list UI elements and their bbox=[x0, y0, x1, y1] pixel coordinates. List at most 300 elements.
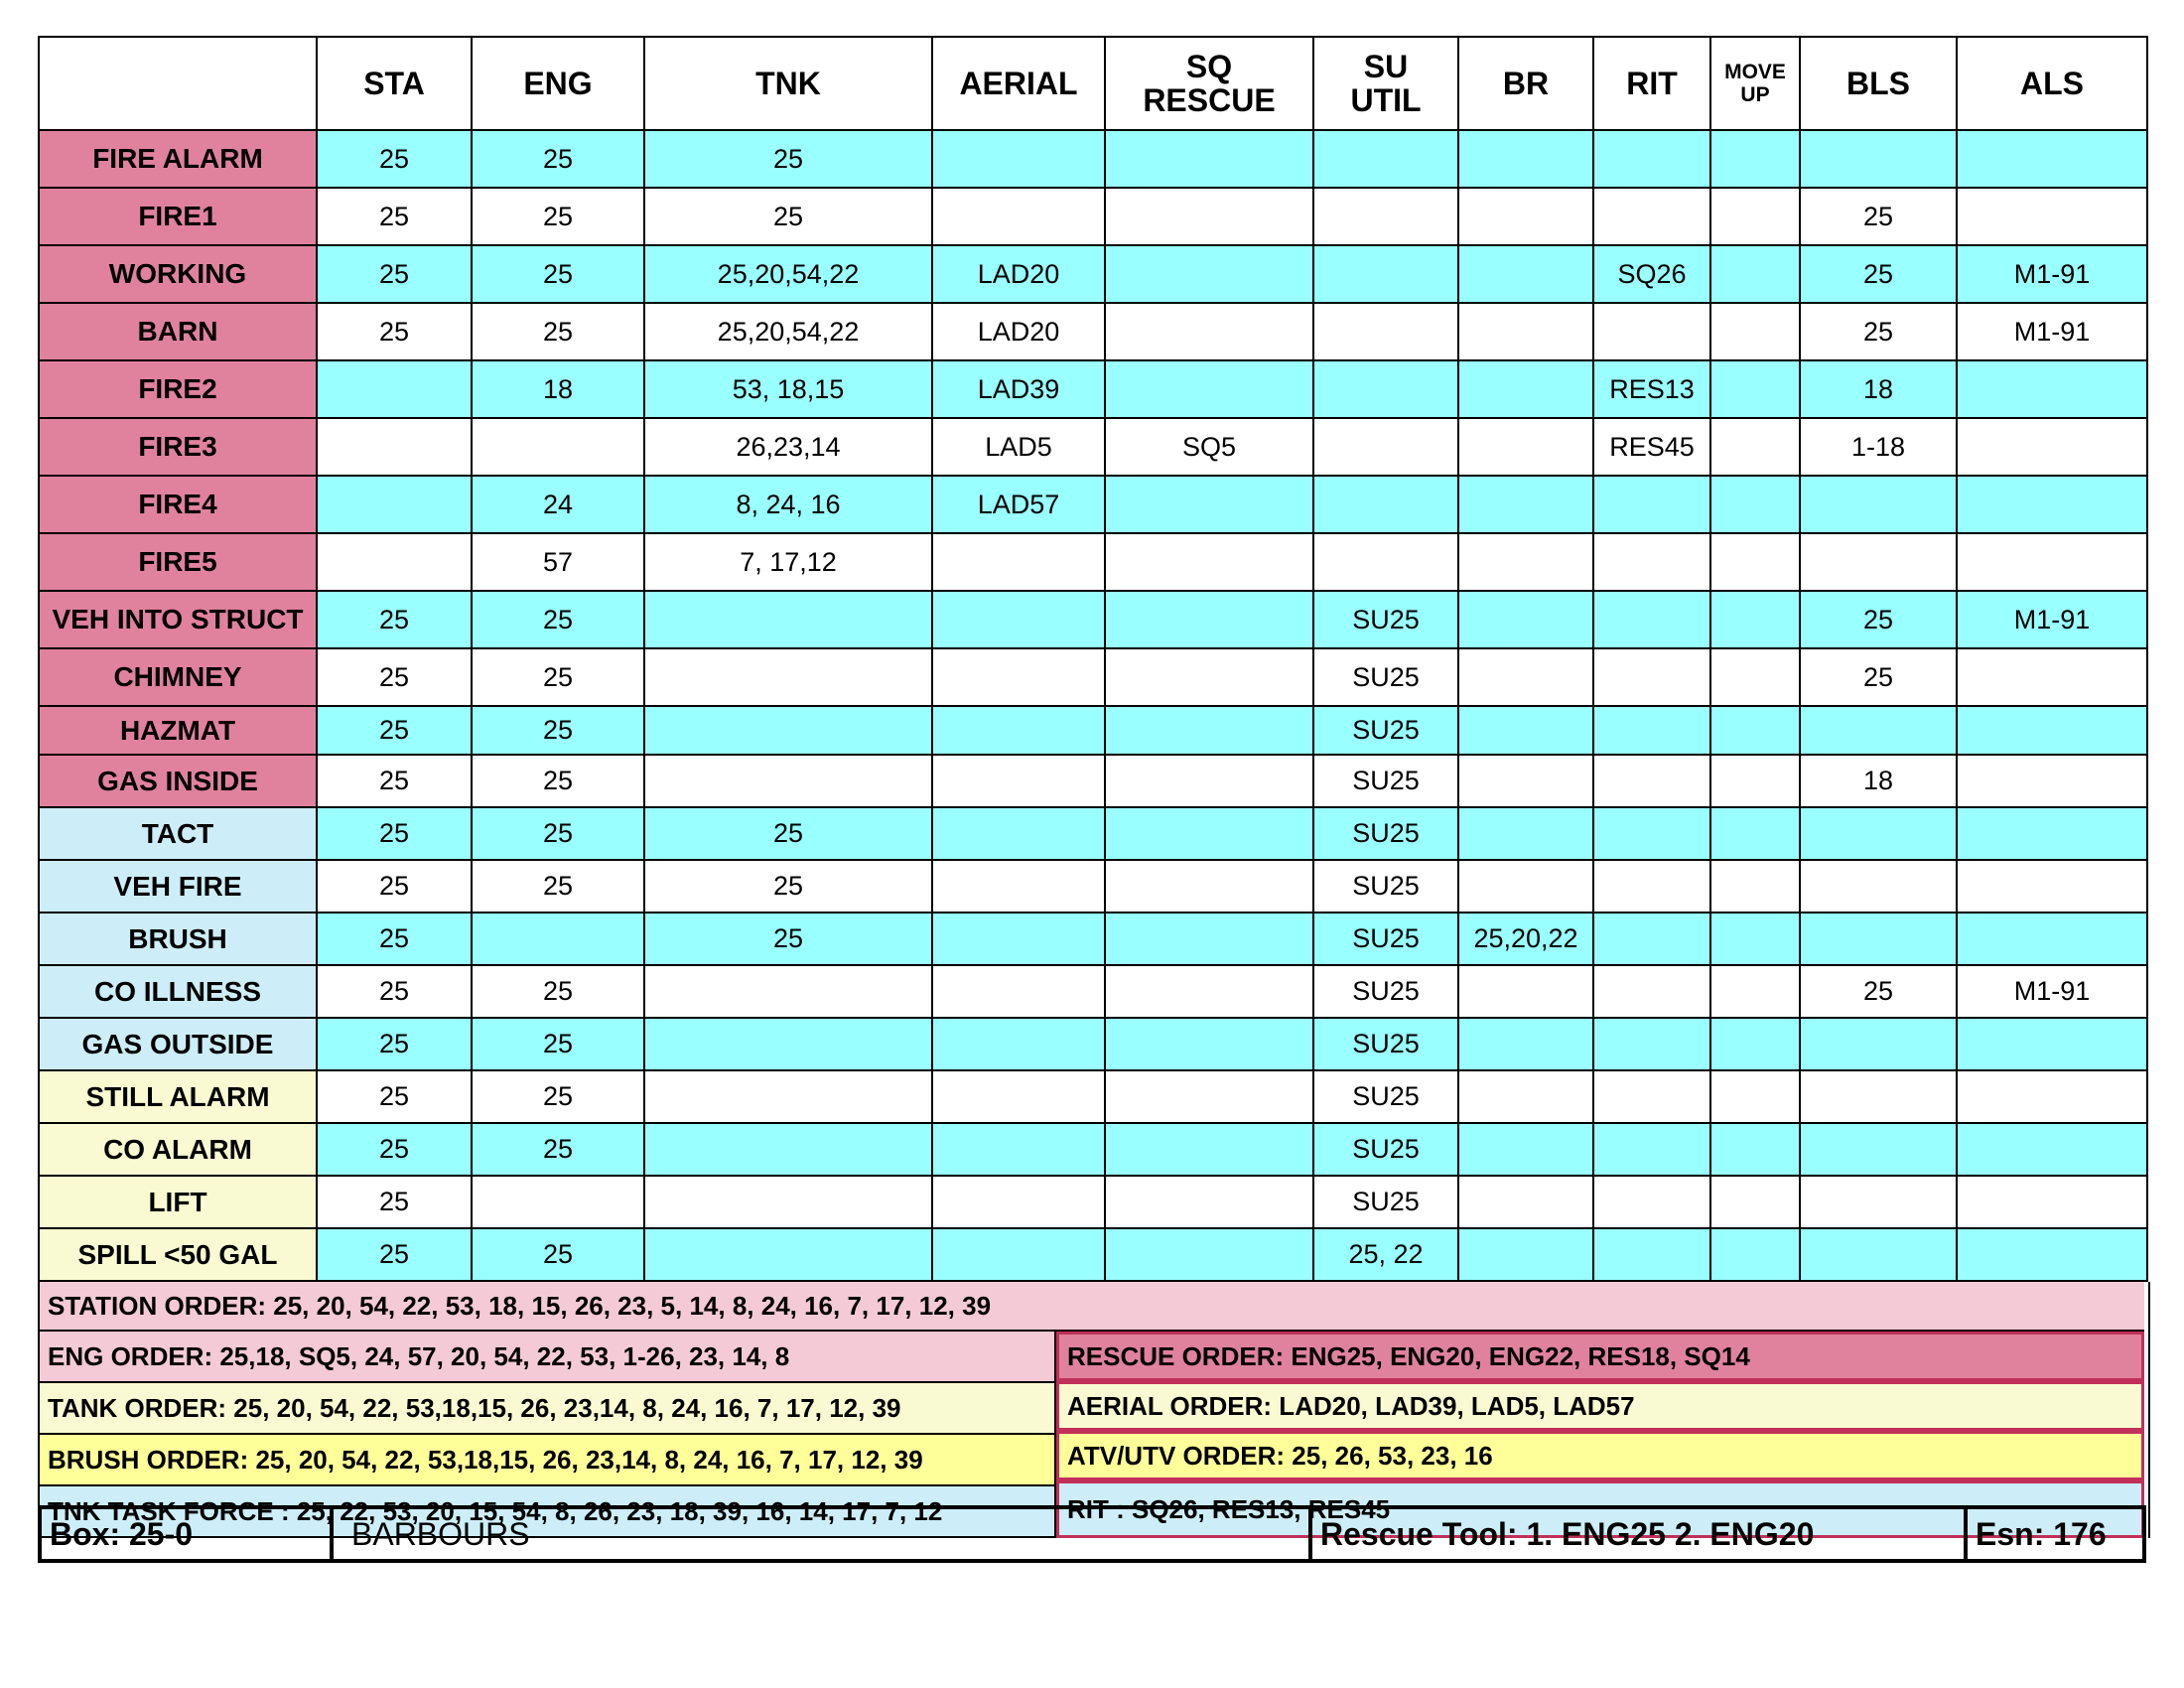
cell-als bbox=[1957, 807, 2147, 860]
header-su-util: SU UTIL bbox=[1313, 37, 1458, 130]
cell-br bbox=[1458, 860, 1593, 913]
cell-sq-rescue bbox=[1105, 860, 1313, 913]
cell-move-up bbox=[1710, 706, 1800, 755]
cell-sta: 25 bbox=[317, 860, 472, 913]
cell-sq-rescue bbox=[1105, 533, 1313, 591]
cell-tnk: 25 bbox=[644, 188, 932, 245]
cell-move-up bbox=[1710, 913, 1800, 965]
cell-aerial bbox=[932, 913, 1105, 965]
orders-section bbox=[38, 1282, 2150, 1538]
table-row bbox=[39, 1018, 2147, 1070]
cell-aerial bbox=[932, 1018, 1105, 1070]
cell-su-util: SU25 bbox=[1313, 1176, 1458, 1228]
table-row bbox=[39, 807, 2147, 860]
header-rit: RIT bbox=[1593, 37, 1710, 130]
cell-su-util: SU25 bbox=[1313, 591, 1458, 648]
row-label: FIRE2 bbox=[39, 360, 317, 418]
cell-aerial bbox=[932, 1176, 1105, 1228]
cell-rit: SQ26 bbox=[1593, 245, 1710, 303]
table-row bbox=[39, 130, 2147, 188]
cell-als bbox=[1957, 1228, 2147, 1281]
cell-aerial bbox=[932, 130, 1105, 188]
cell-rit bbox=[1593, 706, 1710, 755]
cell-sq-rescue bbox=[1105, 476, 1313, 533]
cell-sq-rescue bbox=[1105, 1070, 1313, 1123]
cell-bls bbox=[1800, 533, 1957, 591]
cell-aerial bbox=[932, 755, 1105, 807]
cell-move-up bbox=[1710, 1070, 1800, 1123]
cell-aerial: LAD5 bbox=[932, 418, 1105, 476]
cell-su-util: SU25 bbox=[1313, 1018, 1458, 1070]
cell-bls bbox=[1800, 1123, 1957, 1176]
row-label: GAS OUTSIDE bbox=[39, 1018, 317, 1070]
cell-sq-rescue bbox=[1105, 1228, 1313, 1281]
cell-tnk bbox=[644, 1228, 932, 1281]
cell-bls bbox=[1800, 807, 1957, 860]
cell-move-up bbox=[1710, 1123, 1800, 1176]
cell-tnk bbox=[644, 1018, 932, 1070]
cell-rit bbox=[1593, 130, 1710, 188]
cell-tnk: 25,20,54,22 bbox=[644, 245, 932, 303]
cell-sta: 25 bbox=[317, 913, 472, 965]
cell-sq-rescue bbox=[1105, 1018, 1313, 1070]
cell-move-up bbox=[1710, 965, 1800, 1018]
cell-sta: 25 bbox=[317, 965, 472, 1018]
cell-rit bbox=[1593, 965, 1710, 1018]
cell-move-up bbox=[1710, 648, 1800, 706]
cell-sta: 25 bbox=[317, 706, 472, 755]
cell-rit bbox=[1593, 1176, 1710, 1228]
row-label: FIRE3 bbox=[39, 418, 317, 476]
cell-sq-rescue bbox=[1105, 1123, 1313, 1176]
cell-sta bbox=[317, 476, 472, 533]
tank-order: TANK ORDER: 25, 20, 54, 22, 53,18,15, 26, 23,14, 8, 24, 16, 7, 17, 12, 39 bbox=[40, 1383, 1056, 1435]
cell-eng: 25 bbox=[472, 188, 644, 245]
cell-tnk: 25 bbox=[644, 860, 932, 913]
cell-aerial bbox=[932, 1228, 1105, 1281]
cell-eng: 25 bbox=[472, 860, 644, 913]
cell-als bbox=[1957, 1070, 2147, 1123]
cell-su-util bbox=[1313, 245, 1458, 303]
cell-bls: 25 bbox=[1800, 245, 1957, 303]
cell-rit bbox=[1593, 860, 1710, 913]
cell-rit bbox=[1593, 1018, 1710, 1070]
cell-bls bbox=[1800, 1228, 1957, 1281]
cell-bls: 25 bbox=[1800, 188, 1957, 245]
cell-sq-rescue bbox=[1105, 303, 1313, 360]
cell-als bbox=[1957, 1123, 2147, 1176]
cell-tnk bbox=[644, 755, 932, 807]
header-corner bbox=[39, 37, 317, 130]
cell-move-up bbox=[1710, 360, 1800, 418]
run-card-sheet bbox=[38, 36, 2146, 1538]
cell-tnk: 7, 17,12 bbox=[644, 533, 932, 591]
cell-aerial: LAD20 bbox=[932, 245, 1105, 303]
rescue-tool: Rescue Tool: 1. ENG25 2. ENG20 bbox=[1312, 1509, 1968, 1559]
cell-sta: 25 bbox=[317, 755, 472, 807]
cell-br bbox=[1458, 1070, 1593, 1123]
cell-su-util: 25, 22 bbox=[1313, 1228, 1458, 1281]
cell-tnk bbox=[644, 965, 932, 1018]
cell-bls: 18 bbox=[1800, 360, 1957, 418]
cell-bls bbox=[1800, 1070, 1957, 1123]
cell-aerial bbox=[932, 860, 1105, 913]
cell-br bbox=[1458, 965, 1593, 1018]
brush-order: BRUSH ORDER: 25, 20, 54, 22, 53,18,15, 26, 23,14, 8, 24, 16, 7, 17, 12, 39 bbox=[40, 1435, 1056, 1486]
row-label: FIRE5 bbox=[39, 533, 317, 591]
header-tnk: TNK bbox=[644, 37, 932, 130]
cell-sta: 25 bbox=[317, 807, 472, 860]
cell-rit bbox=[1593, 1123, 1710, 1176]
cell-eng: 25 bbox=[472, 706, 644, 755]
row-label: LIFT bbox=[39, 1176, 317, 1228]
cell-rit bbox=[1593, 1070, 1710, 1123]
cell-als bbox=[1957, 418, 2147, 476]
cell-sta: 25 bbox=[317, 1228, 472, 1281]
cell-br bbox=[1458, 188, 1593, 245]
eng-order: ENG ORDER: 25,18, SQ5, 24, 57, 20, 54, 22, 53, 1-26, 23, 14, 8 bbox=[40, 1332, 1056, 1383]
cell-tnk bbox=[644, 706, 932, 755]
row-label: HAZMAT bbox=[39, 706, 317, 755]
cell-bls: 25 bbox=[1800, 965, 1957, 1018]
row-label: VEH INTO STRUCT bbox=[39, 591, 317, 648]
cell-sq-rescue bbox=[1105, 913, 1313, 965]
cell-sq-rescue: SQ5 bbox=[1105, 418, 1313, 476]
cell-bls bbox=[1800, 1018, 1957, 1070]
cell-sq-rescue bbox=[1105, 591, 1313, 648]
cell-sq-rescue bbox=[1105, 245, 1313, 303]
cell-aerial bbox=[932, 807, 1105, 860]
cell-su-util: SU25 bbox=[1313, 965, 1458, 1018]
cell-br bbox=[1458, 303, 1593, 360]
cell-br bbox=[1458, 648, 1593, 706]
cell-tnk: 25 bbox=[644, 130, 932, 188]
cell-tnk: 8, 24, 16 bbox=[644, 476, 932, 533]
cell-move-up bbox=[1710, 591, 1800, 648]
cell-br bbox=[1458, 476, 1593, 533]
footer-bar bbox=[38, 1505, 2146, 1563]
table-row bbox=[39, 303, 2147, 360]
cell-aerial bbox=[932, 188, 1105, 245]
row-label: TACT bbox=[39, 807, 317, 860]
cell-bls: 25 bbox=[1800, 591, 1957, 648]
cell-rit bbox=[1593, 1228, 1710, 1281]
cell-move-up bbox=[1710, 303, 1800, 360]
cell-aerial: LAD57 bbox=[932, 476, 1105, 533]
cell-bls bbox=[1800, 130, 1957, 188]
cell-als bbox=[1957, 360, 2147, 418]
row-label: GAS INSIDE bbox=[39, 755, 317, 807]
cell-aerial bbox=[932, 533, 1105, 591]
cell-bls: 18 bbox=[1800, 755, 1957, 807]
cell-eng: 57 bbox=[472, 533, 644, 591]
cell-als bbox=[1957, 860, 2147, 913]
cell-eng: 25 bbox=[472, 965, 644, 1018]
cell-sq-rescue bbox=[1105, 1176, 1313, 1228]
cell-eng: 25 bbox=[472, 591, 644, 648]
cell-rit bbox=[1593, 188, 1710, 245]
header-move-up: MOVE UP bbox=[1710, 37, 1800, 130]
cell-sq-rescue bbox=[1105, 965, 1313, 1018]
table-row bbox=[39, 648, 2147, 706]
row-label: CHIMNEY bbox=[39, 648, 317, 706]
cell-als bbox=[1957, 913, 2147, 965]
cell-move-up bbox=[1710, 130, 1800, 188]
cell-aerial bbox=[932, 1123, 1105, 1176]
cell-rit bbox=[1593, 303, 1710, 360]
table-row bbox=[39, 533, 2147, 591]
cell-sta: 25 bbox=[317, 1018, 472, 1070]
cell-als bbox=[1957, 476, 2147, 533]
header-sq-rescue: SQ RESCUE bbox=[1105, 37, 1313, 130]
cell-br bbox=[1458, 533, 1593, 591]
table-row bbox=[39, 860, 2147, 913]
row-label: FIRE4 bbox=[39, 476, 317, 533]
cell-eng bbox=[472, 1176, 644, 1228]
row-label: FIRE ALARM bbox=[39, 130, 317, 188]
cell-tnk: 25 bbox=[644, 913, 932, 965]
cell-sq-rescue bbox=[1105, 648, 1313, 706]
cell-su-util: SU25 bbox=[1313, 1070, 1458, 1123]
cell-br bbox=[1458, 360, 1593, 418]
cell-rit bbox=[1593, 913, 1710, 965]
cell-eng bbox=[472, 913, 644, 965]
cell-tnk bbox=[644, 591, 932, 648]
cell-aerial bbox=[932, 1070, 1105, 1123]
cell-sq-rescue bbox=[1105, 755, 1313, 807]
cell-eng: 25 bbox=[472, 1070, 644, 1123]
cell-sta: 25 bbox=[317, 1070, 472, 1123]
table-row bbox=[39, 1123, 2147, 1176]
cell-tnk bbox=[644, 648, 932, 706]
cell-bls: 1-18 bbox=[1800, 418, 1957, 476]
cell-als bbox=[1957, 1176, 2147, 1228]
run-card-table bbox=[38, 36, 2148, 1282]
cell-eng: 25 bbox=[472, 245, 644, 303]
cell-als bbox=[1957, 648, 2147, 706]
table-row bbox=[39, 965, 2147, 1018]
cell-su-util: SU25 bbox=[1313, 1123, 1458, 1176]
cell-bls bbox=[1800, 706, 1957, 755]
table-row bbox=[39, 913, 2147, 965]
cell-sta bbox=[317, 360, 472, 418]
table-row bbox=[39, 1070, 2147, 1123]
cell-eng: 25 bbox=[472, 755, 644, 807]
cell-sq-rescue bbox=[1105, 706, 1313, 755]
cell-tnk: 26,23,14 bbox=[644, 418, 932, 476]
atv-utv-order: ATV/UTV ORDER: 25, 26, 53, 23, 16 bbox=[1056, 1431, 2144, 1480]
cell-bls: 25 bbox=[1800, 303, 1957, 360]
cell-aerial: LAD20 bbox=[932, 303, 1105, 360]
row-label: WORKING bbox=[39, 245, 317, 303]
header-sta: STA bbox=[317, 37, 472, 130]
table-row bbox=[39, 1176, 2147, 1228]
table-row bbox=[39, 706, 2147, 755]
cell-sta: 25 bbox=[317, 591, 472, 648]
cell-als: M1-91 bbox=[1957, 245, 2147, 303]
table-row bbox=[39, 188, 2147, 245]
table-row bbox=[39, 591, 2147, 648]
cell-tnk bbox=[644, 1070, 932, 1123]
cell-sta: 25 bbox=[317, 188, 472, 245]
cell-br bbox=[1458, 1228, 1593, 1281]
cell-als bbox=[1957, 706, 2147, 755]
row-label: CO ILLNESS bbox=[39, 965, 317, 1018]
cell-eng: 25 bbox=[472, 1123, 644, 1176]
table-row bbox=[39, 476, 2147, 533]
cell-tnk: 25,20,54,22 bbox=[644, 303, 932, 360]
cell-su-util: SU25 bbox=[1313, 648, 1458, 706]
cell-rit bbox=[1593, 755, 1710, 807]
header-aerial: AERIAL bbox=[932, 37, 1105, 130]
cell-sq-rescue bbox=[1105, 130, 1313, 188]
cell-tnk: 25 bbox=[644, 807, 932, 860]
row-label: SPILL <50 GAL bbox=[39, 1228, 317, 1281]
cell-als: M1-91 bbox=[1957, 303, 2147, 360]
header-als: ALS bbox=[1957, 37, 2147, 130]
cell-rit bbox=[1593, 533, 1710, 591]
cell-aerial bbox=[932, 591, 1105, 648]
cell-sta: 25 bbox=[317, 245, 472, 303]
cell-move-up bbox=[1710, 1176, 1800, 1228]
cell-tnk bbox=[644, 1123, 932, 1176]
cell-move-up bbox=[1710, 1228, 1800, 1281]
table-row bbox=[39, 245, 2147, 303]
cell-als: M1-91 bbox=[1957, 965, 2147, 1018]
cell-als bbox=[1957, 130, 2147, 188]
cell-rit: RES13 bbox=[1593, 360, 1710, 418]
cell-su-util: SU25 bbox=[1313, 807, 1458, 860]
box-number: Box: 25-0 bbox=[42, 1509, 334, 1559]
cell-br bbox=[1458, 130, 1593, 188]
cell-rit bbox=[1593, 807, 1710, 860]
cell-bls bbox=[1800, 913, 1957, 965]
row-label: FIRE1 bbox=[39, 188, 317, 245]
cell-tnk bbox=[644, 1176, 932, 1228]
row-label: BARN bbox=[39, 303, 317, 360]
cell-eng: 25 bbox=[472, 1228, 644, 1281]
cell-sta: 25 bbox=[317, 130, 472, 188]
cell-sta: 25 bbox=[317, 1123, 472, 1176]
cell-move-up bbox=[1710, 533, 1800, 591]
cell-sta: 25 bbox=[317, 1176, 472, 1228]
cell-move-up bbox=[1710, 245, 1800, 303]
cell-als bbox=[1957, 1018, 2147, 1070]
cell-aerial bbox=[932, 648, 1105, 706]
cell-aerial: LAD39 bbox=[932, 360, 1105, 418]
cell-move-up bbox=[1710, 188, 1800, 245]
cell-su-util bbox=[1313, 418, 1458, 476]
cell-br bbox=[1458, 706, 1593, 755]
cell-move-up bbox=[1710, 418, 1800, 476]
cell-br bbox=[1458, 418, 1593, 476]
cell-eng bbox=[472, 418, 644, 476]
box-name: BARBOURS bbox=[334, 1509, 1312, 1559]
cell-br bbox=[1458, 591, 1593, 648]
cell-als bbox=[1957, 755, 2147, 807]
cell-br bbox=[1458, 1176, 1593, 1228]
row-label: BRUSH bbox=[39, 913, 317, 965]
cell-sq-rescue bbox=[1105, 360, 1313, 418]
table-row bbox=[39, 360, 2147, 418]
esn-number: Esn: 176 bbox=[1976, 1515, 2107, 1552]
cell-move-up bbox=[1710, 476, 1800, 533]
cell-aerial bbox=[932, 965, 1105, 1018]
rescue-order: RESCUE ORDER: ENG25, ENG20, ENG22, RES18, SQ14 bbox=[1056, 1332, 2144, 1381]
cell-br bbox=[1458, 1123, 1593, 1176]
cell-move-up bbox=[1710, 807, 1800, 860]
cell-br bbox=[1458, 807, 1593, 860]
cell-su-util: SU25 bbox=[1313, 913, 1458, 965]
cell-rit: RES45 bbox=[1593, 418, 1710, 476]
cell-eng: 25 bbox=[472, 1018, 644, 1070]
table-row bbox=[39, 755, 2147, 807]
cell-eng: 25 bbox=[472, 130, 644, 188]
cell-br bbox=[1458, 755, 1593, 807]
cell-als bbox=[1957, 533, 2147, 591]
cell-su-util: SU25 bbox=[1313, 755, 1458, 807]
cell-sta bbox=[317, 418, 472, 476]
row-label: STILL ALARM bbox=[39, 1070, 317, 1123]
cell-aerial bbox=[932, 706, 1105, 755]
header-bls: BLS bbox=[1800, 37, 1957, 130]
aerial-order: AERIAL ORDER: LAD20, LAD39, LAD5, LAD57 bbox=[1056, 1381, 2144, 1431]
rit-order: RIT : SQ26, RES13, RES45 bbox=[1056, 1480, 2144, 1538]
cell-als: M1-91 bbox=[1957, 591, 2147, 648]
cell-bls: 25 bbox=[1800, 648, 1957, 706]
cell-als bbox=[1957, 188, 2147, 245]
cell-eng: 25 bbox=[472, 807, 644, 860]
cell-rit bbox=[1593, 591, 1710, 648]
cell-rit bbox=[1593, 476, 1710, 533]
table-row bbox=[39, 1228, 2147, 1281]
cell-su-util bbox=[1313, 188, 1458, 245]
cell-su-util bbox=[1313, 533, 1458, 591]
cell-sta bbox=[317, 533, 472, 591]
cell-move-up bbox=[1710, 1018, 1800, 1070]
cell-sq-rescue bbox=[1105, 188, 1313, 245]
header-row bbox=[39, 37, 2147, 130]
cell-move-up bbox=[1710, 860, 1800, 913]
cell-bls bbox=[1800, 476, 1957, 533]
table-row bbox=[39, 418, 2147, 476]
cell-rit bbox=[1593, 648, 1710, 706]
cell-su-util bbox=[1313, 360, 1458, 418]
header-eng: ENG bbox=[472, 37, 644, 130]
cell-br bbox=[1458, 245, 1593, 303]
cell-eng: 25 bbox=[472, 648, 644, 706]
cell-sq-rescue bbox=[1105, 807, 1313, 860]
cell-su-util bbox=[1313, 476, 1458, 533]
header-br: BR bbox=[1458, 37, 1593, 130]
row-label: VEH FIRE bbox=[39, 860, 317, 913]
cell-su-util bbox=[1313, 303, 1458, 360]
station-order: STATION ORDER: 25, 20, 54, 22, 53, 18, 15, 26, 23, 5, 14, 8, 24, 16, 7, 17, 12, 39 bbox=[40, 1282, 2144, 1332]
cell-eng: 24 bbox=[472, 476, 644, 533]
cell-sta: 25 bbox=[317, 303, 472, 360]
cell-eng: 18 bbox=[472, 360, 644, 418]
cell-bls bbox=[1800, 860, 1957, 913]
cell-su-util: SU25 bbox=[1313, 860, 1458, 913]
cell-move-up bbox=[1710, 755, 1800, 807]
tnk-task-force-order: TNK TASK FORCE : 25, 22, 53, 20, 15, 54, 8, 26, 23, 18, 39, 16, 14, 17, 7, 12 bbox=[40, 1486, 1056, 1538]
row-label: CO ALARM bbox=[39, 1123, 317, 1176]
cell-br: 25,20,22 bbox=[1458, 913, 1593, 965]
cell-bls bbox=[1800, 1176, 1957, 1228]
cell-su-util bbox=[1313, 130, 1458, 188]
cell-tnk: 53, 18,15 bbox=[644, 360, 932, 418]
cell-sta: 25 bbox=[317, 648, 472, 706]
